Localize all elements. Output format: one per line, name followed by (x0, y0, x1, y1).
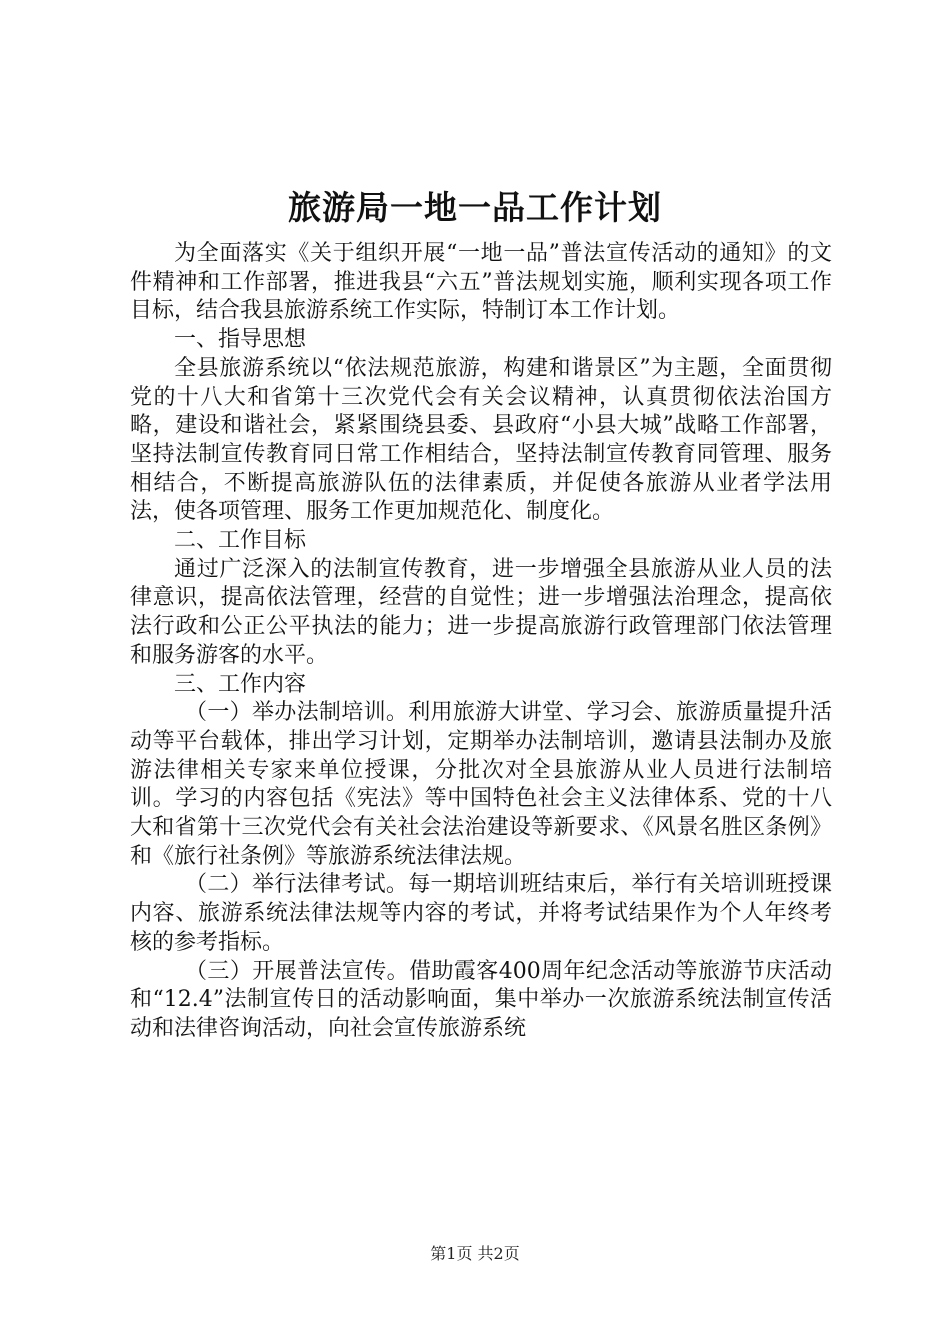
section-heading-work-content: 三、工作内容 (174, 671, 307, 697)
paragraph-legal-training: （一）举办法制培训。利用旅游大讲堂、学习会、旅游质量提升活动等平台载体，排出学习计划，定期举办法制培训，邀请县法制办及旅游法律相关专家来单位授课，分批次对全县旅游从业人员进行法制培训。学习的内容包括《宪法》等中国特色社会主义法律体系、党的十八大和省第十三次党代会有关社会法治建设等新要求、《风景名胜区条例》和《旅行社条例》等旅游系统法律法规。 (130, 700, 832, 869)
section-heading-work-goals: 二、工作目标 (174, 528, 307, 554)
paragraph-work-goals: 通过广泛深入的法制宣传教育，进一步增强全县旅游从业人员的法律意识，提高依法管理，经营的自觉性；进一步增强法治理念，提高依法行政和公正公平执法的能力；进一步提高旅游行政管理部门依法管理和服务游客的水平。 (130, 556, 832, 668)
paragraph-legal-exam: （二）举行法律考试。每一期培训班结束后，举行有关培训班授课内容、旅游系统法律法规等内容的考试，并将考试结果作为个人年终考核的参考指标。 (130, 872, 832, 955)
paragraph-guiding-ideology: 全县旅游系统以“依法规范旅游，构建和谐景区”为主题，全面贯彻党的十八大和省第十三次党代会有关会议精神，认真贯彻依法治国方略，建设和谐社会，紧紧围绕县委、县政府“小县大城”战略工作部署，坚持法制宣传教育同日常工作相结合，坚持法制宣传教育同管理、服务相结合，不断提高旅游队伍的法律素质，并促使各旅游从业者学法用法，使各项管理、服务工作更加规范化、制度化。 (130, 355, 832, 525)
section-heading-guiding-ideology: 一、指导思想 (174, 327, 307, 353)
document-title: 旅游局一地一品工作计划 (288, 188, 662, 227)
page-number-footer: 第1页 共2页 (430, 1244, 520, 1263)
intro-paragraph: 为全面落实《关于组织开展“一地一品”普法宣传活动的通知》的文件精神和工作部署，推进我县“六五”普法规划实施，顺利实现各项工作目标，结合我县旅游系统工作实际，特制订本工作计划。 (130, 241, 832, 324)
paragraph-legal-publicity: （三）开展普法宣传。借助霞客400周年纪念活动等旅游节庆活动和“12.4”法制宣传日的活动影响面，集中举办一次旅游系统法制宣传活动和法律咨询活动，向社会宣传旅游系统 (130, 958, 832, 1041)
document-body (130, 240, 832, 1044)
